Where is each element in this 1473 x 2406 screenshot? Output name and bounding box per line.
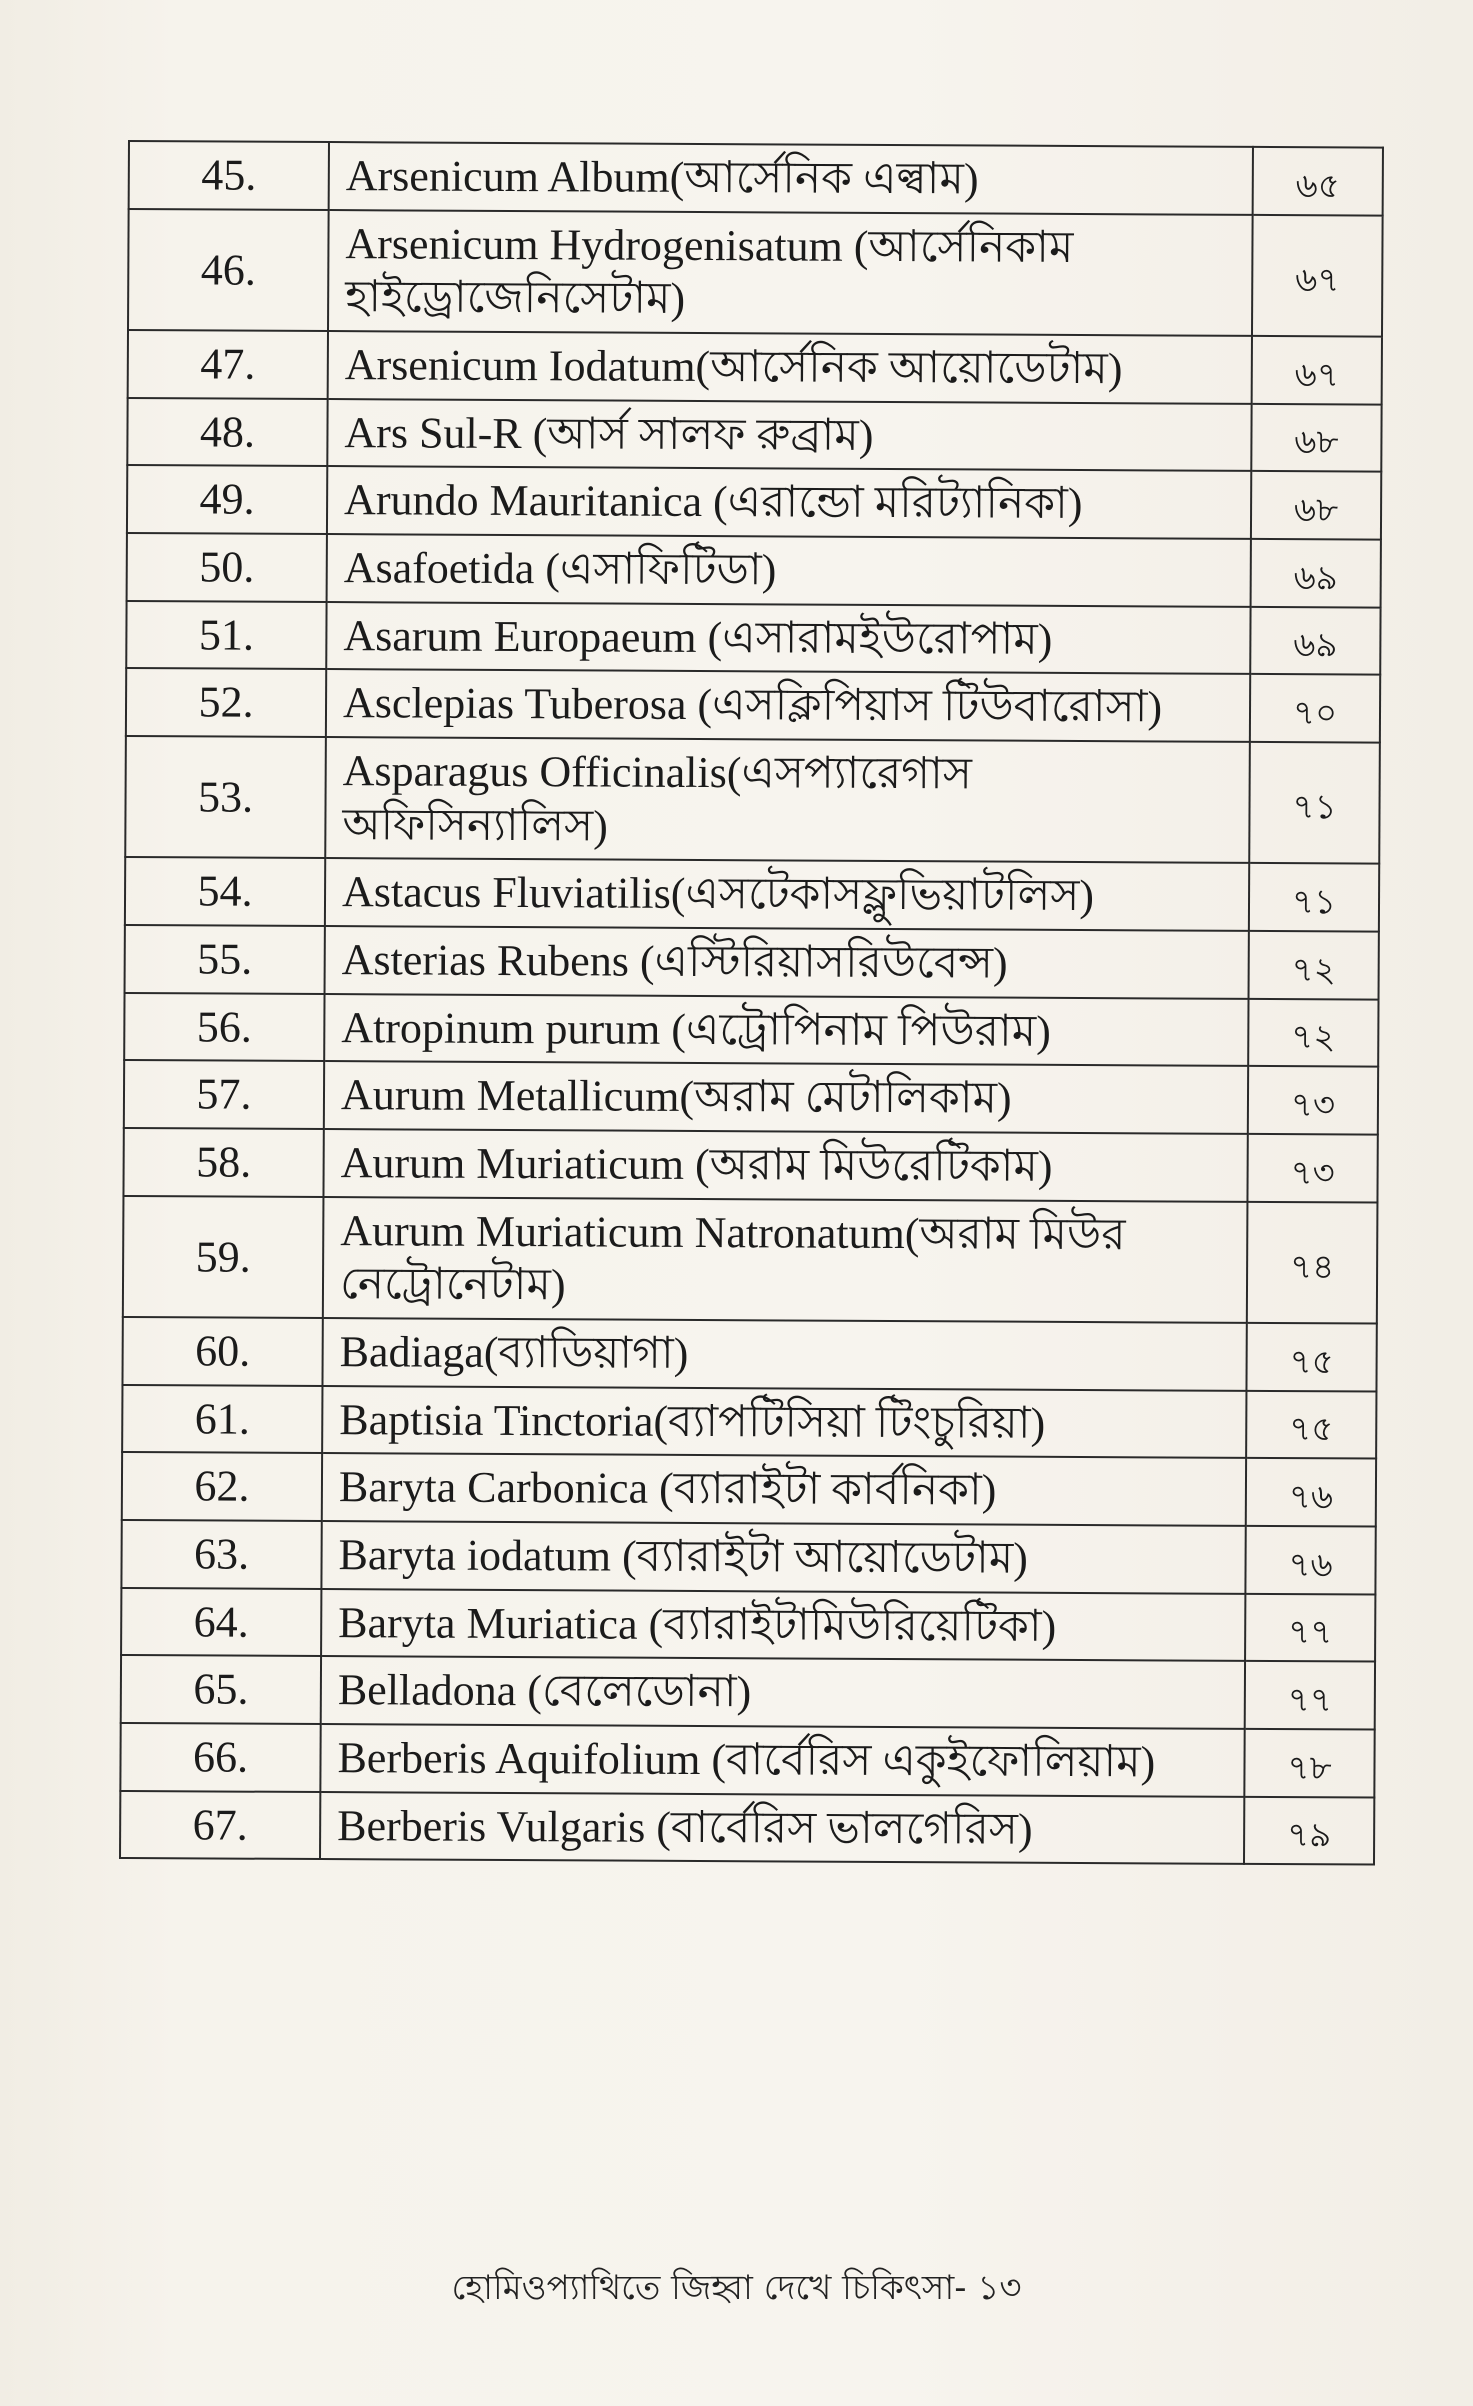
table-row xyxy=(125,925,1379,999)
remedy-name: Badiaga(ব্যাডিয়াগা) xyxy=(322,1318,1246,1391)
remedy-name: Belladona (বেলেডোনা) xyxy=(321,1656,1245,1729)
entry-number: 66. xyxy=(120,1723,320,1792)
table-row xyxy=(120,1723,1374,1797)
table-row xyxy=(128,209,1383,337)
page-number: ৭৩ xyxy=(1247,1134,1377,1202)
table-row xyxy=(127,398,1381,472)
table-row xyxy=(124,1060,1378,1134)
table-row xyxy=(123,1128,1377,1202)
entry-number: 59. xyxy=(123,1196,324,1318)
page-number: ৬৮ xyxy=(1251,404,1381,472)
remedy-name: Baryta iodatum (ব্যারাইটা আয়োডেটাম) xyxy=(321,1521,1245,1594)
entry-number: 45. xyxy=(129,141,329,210)
remedy-name: Astacus Fluviatilis(এসটেকাসফ্লুভিয়াটলিস) xyxy=(325,858,1249,931)
page-number: ৬৯ xyxy=(1251,539,1381,607)
remedy-name: Arsenicum Iodatum(আর্সেনিক আয়োডেটাম) xyxy=(328,331,1252,404)
table-row xyxy=(126,668,1380,742)
remedy-name: Asterias Rubens (এস্টিরিয়াসরিউবেন্স) xyxy=(325,926,1249,999)
page-number: ৬৫ xyxy=(1253,147,1383,215)
table-row xyxy=(122,1452,1376,1526)
page-number: ৭৫ xyxy=(1246,1323,1376,1391)
entry-number: 60. xyxy=(122,1317,322,1386)
remedy-name: Arundo Mauritanica (এরান্ডো মরিট্যানিকা) xyxy=(327,466,1251,539)
table-row xyxy=(127,465,1381,539)
remedy-name: Arsenicum Album(আর্সেনিক এল্বাম) xyxy=(329,142,1253,215)
entry-number: 53. xyxy=(125,736,326,858)
remedy-name: Baryta Muriatica (ব্যারাইটামিউরিয়েটিকা) xyxy=(321,1589,1245,1662)
entry-number: 49. xyxy=(127,465,327,534)
remedy-name: Berberis Aquifolium (বার্বেরিস একুইফোলিয়াম) xyxy=(320,1724,1244,1797)
entry-number: 55. xyxy=(125,925,325,994)
page-number: ৭০ xyxy=(1250,674,1380,742)
entry-number: 56. xyxy=(124,993,324,1062)
page-number: ৭৮ xyxy=(1244,1729,1374,1797)
page-number: ৭৭ xyxy=(1245,1661,1375,1729)
page-number: ৭২ xyxy=(1248,999,1378,1067)
remedy-name: Asparagus Officinalis(এসপ্যারেগাস অফিসিন্যালিস) xyxy=(325,737,1250,863)
entry-number: 50. xyxy=(127,533,327,602)
table-row xyxy=(121,1520,1375,1594)
page-number: ৬৯ xyxy=(1250,607,1380,675)
entry-number: 67. xyxy=(120,1791,320,1860)
page-number: ৭৩ xyxy=(1248,1066,1378,1134)
table-row xyxy=(126,601,1380,675)
table-row xyxy=(122,1385,1376,1459)
table-row xyxy=(121,1588,1375,1662)
entry-number: 52. xyxy=(126,668,326,737)
table-row xyxy=(123,1196,1378,1324)
entry-number: 62. xyxy=(122,1452,322,1521)
table-row xyxy=(121,1655,1375,1729)
entry-number: 51. xyxy=(126,601,326,670)
page-number: ৭৭ xyxy=(1245,1594,1375,1662)
remedy-name: Berberis Vulgaris (বার্বেরিস ভালগেরিস) xyxy=(320,1792,1244,1865)
entry-number: 64. xyxy=(121,1588,321,1657)
page-number: ৬৭ xyxy=(1252,336,1382,404)
table-row xyxy=(128,330,1382,404)
contents-table xyxy=(119,140,1384,1866)
page-number: ৭৬ xyxy=(1245,1526,1375,1594)
entry-number: 61. xyxy=(122,1385,322,1454)
entry-number: 46. xyxy=(128,209,329,331)
table-row xyxy=(120,1791,1374,1865)
page-number: ৬৮ xyxy=(1251,471,1381,539)
table-row xyxy=(127,533,1381,607)
entry-number: 63. xyxy=(121,1520,321,1589)
table-row xyxy=(124,993,1378,1067)
remedy-name: Asafoetida (এসাফিটিডা) xyxy=(327,534,1251,607)
page-footer: হোমিওপ্যাথিতে জিহ্বা দেখে চিকিৎসা- ১৩ xyxy=(451,2268,1022,2308)
page-number: ৭১ xyxy=(1249,742,1380,864)
page-number: ৬৭ xyxy=(1252,215,1383,337)
remedy-name: Arsenicum Hydrogenisatum (আর্সেনিকাম হাইড্রোজেনিসেটাম) xyxy=(328,210,1253,336)
remedy-name: Asarum Europaeum (এসারামইউরোপাম) xyxy=(326,602,1250,675)
remedy-name: Aurum Muriaticum (অরাম মিউরেটিকাম) xyxy=(323,1129,1247,1202)
remedy-name: Aurum Muriaticum Natronatum(অরাম মিউর নেট্রোনেটাম) xyxy=(323,1197,1248,1323)
remedy-name: Baryta Carbonica (ব্যারাইটা কার্বনিকা) xyxy=(322,1453,1246,1526)
table-row xyxy=(129,141,1383,215)
page-number: ৭৬ xyxy=(1246,1458,1376,1526)
contents-table-body xyxy=(120,141,1383,1865)
page-number: ৭৯ xyxy=(1244,1797,1374,1865)
page-number: ৭৫ xyxy=(1246,1391,1376,1459)
entry-number: 48. xyxy=(127,398,327,467)
table-row xyxy=(125,736,1380,864)
entry-number: 47. xyxy=(128,330,328,399)
entry-number: 65. xyxy=(121,1655,321,1724)
table-row xyxy=(122,1317,1376,1391)
remedy-name: Atropinum purum (এট্রোপিনাম পিউরাম) xyxy=(324,994,1248,1067)
remedy-name: Baptisia Tinctoria(ব্যাপটিসিয়া টিংচুরিয়া) xyxy=(322,1386,1246,1459)
remedy-name: Ars Sul-R (আর্স সালফ রুব্রাম) xyxy=(327,399,1251,472)
entry-number: 54. xyxy=(125,857,325,926)
table-row xyxy=(125,857,1379,931)
page-number: ৭২ xyxy=(1249,931,1379,999)
remedy-name: Aurum Metallicum(অরাম মেটালিকাম) xyxy=(324,1061,1248,1134)
entry-number: 58. xyxy=(123,1128,323,1197)
page-number: ৭৪ xyxy=(1247,1202,1378,1324)
remedy-name: Asclepias Tuberosa (এসক্লিপিয়াস টিউবারোসা) xyxy=(326,669,1250,742)
entry-number: 57. xyxy=(124,1060,324,1129)
page-number: ৭১ xyxy=(1249,863,1379,931)
